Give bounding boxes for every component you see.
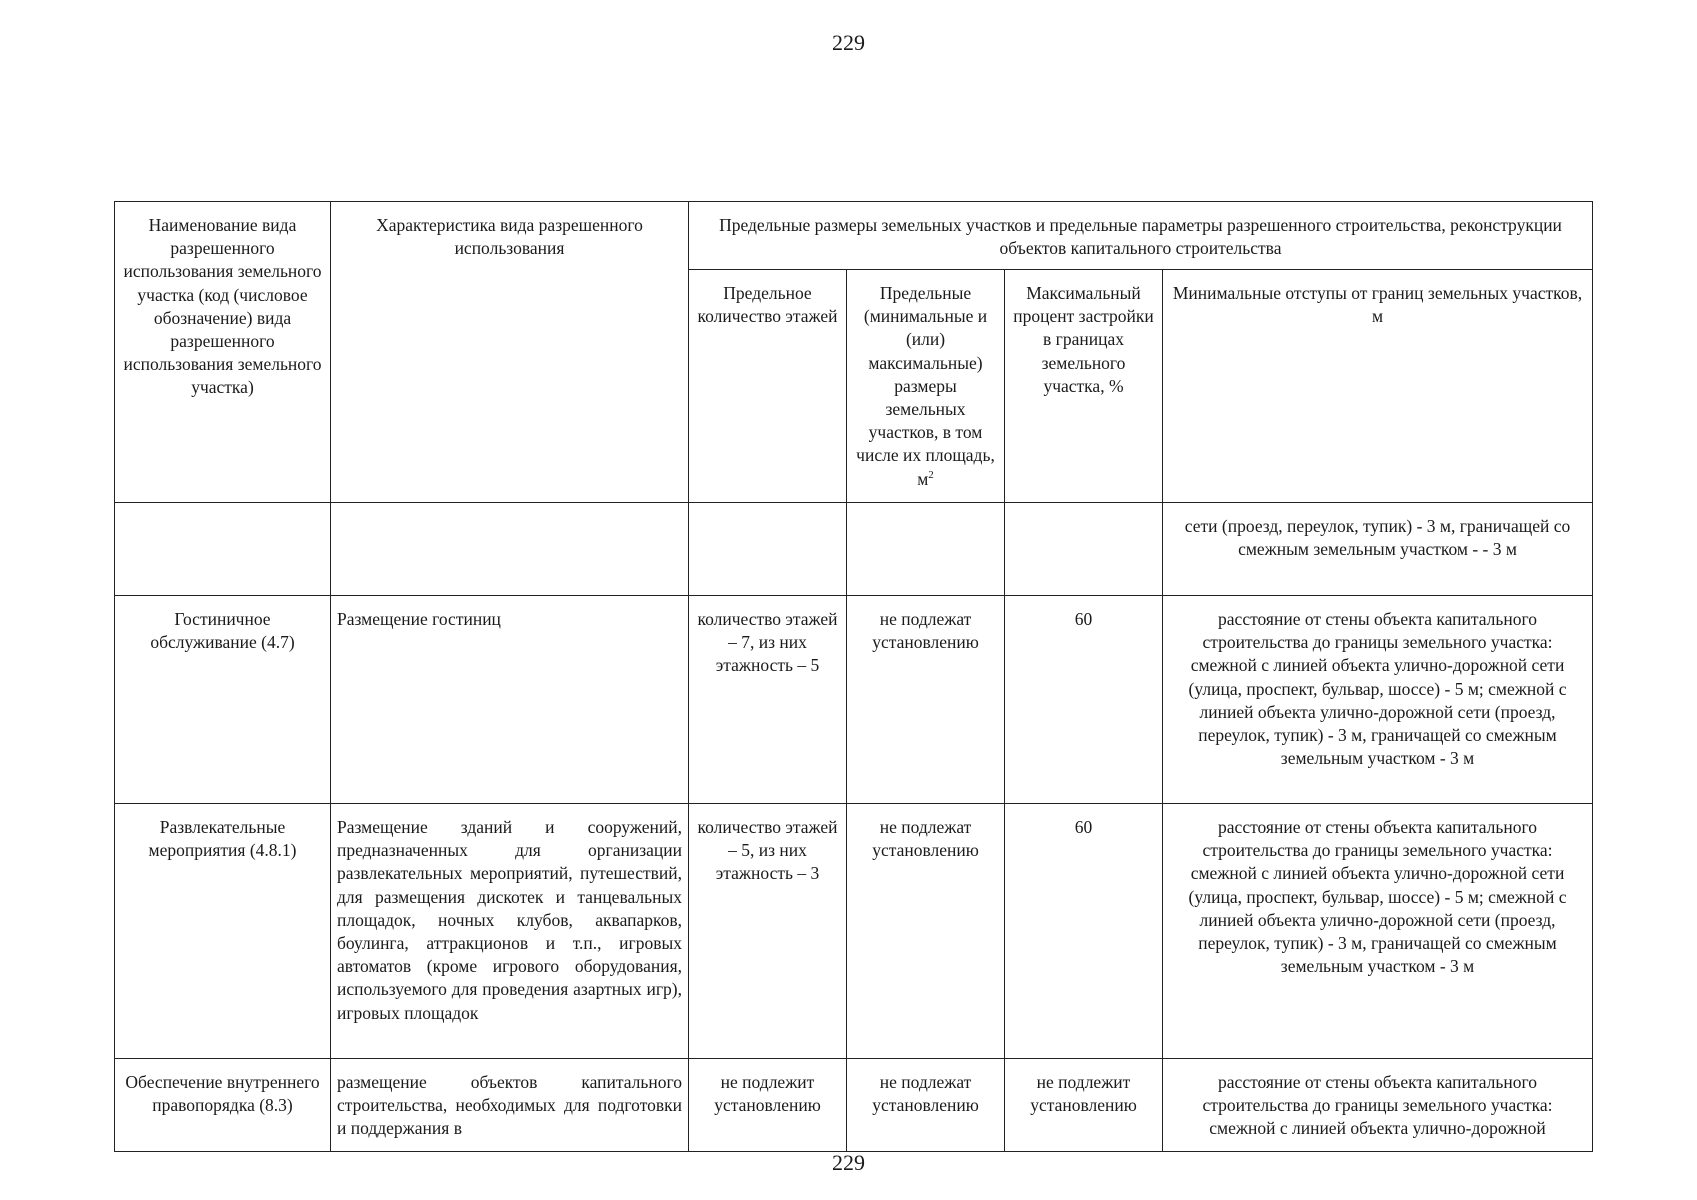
- cell-percent: [1005, 503, 1163, 596]
- cell-characteristic: размещение объектов капитального строительства, необходимых для подготовки и поддержания в: [331, 1059, 689, 1152]
- header-floors: Предельное количество этажей: [689, 270, 847, 503]
- cell-sizes: не подлежат установлению: [847, 1059, 1005, 1152]
- cell-floors: количество этажей – 7, из них этажность – 5: [689, 596, 847, 804]
- cell-name: [115, 503, 331, 596]
- table-row: [115, 1059, 1593, 1152]
- cell-name: Развлекательные мероприятия (4.8.1): [115, 804, 331, 1059]
- header-land-use-name: Наименование вида разрешенного использования земельного участка (код (числовое обозначение) вида разрешенного использования земельного участка): [115, 202, 331, 503]
- cell-characteristic: Размещение зданий и сооружений, предназначенных для организации развлекательных мероприятий, путешествий, для размещения дискотек и танцевальных площадок, ночных клубов, аквапарков, боулинга, аттракционов и т.п., игровых автоматов (кроме игрового оборудования, используемого для проведения азартных игр), игровых площадок: [331, 804, 689, 1059]
- page-number-bottom: 229: [832, 1150, 865, 1175]
- cell-setbacks: расстояние от стены объекта капитального строительства до границы земельного участка: смежной с линией объекта улично-дорожной: [1163, 1059, 1593, 1152]
- header-sizes: [847, 270, 1005, 503]
- header-limits-group: Предельные размеры земельных участков и предельные параметры разрешенного строительства, реконструкции объектов капитального строительства: [689, 202, 1593, 270]
- table-row: [115, 804, 1593, 1059]
- header-setbacks: Минимальные отступы от границ земельных участков, м: [1163, 270, 1593, 503]
- cell-name: Обеспечение внутреннего правопорядка (8.3): [115, 1059, 331, 1152]
- table-row: [115, 503, 1593, 596]
- table-row: [115, 596, 1593, 804]
- cell-percent: 60: [1005, 804, 1163, 1059]
- cell-percent: 60: [1005, 596, 1163, 804]
- cell-setbacks: расстояние от стены объекта капитального строительства до границы земельного участка: смежной с линией объекта улично-дорожной сети (улица, проспект, бульвар, шоссе) - 5 м; смежной с линией объекта улично-дорожной сети (проезд, переулок, тупик) - 3 м, граничащей со смежным земельным участком - 3 м: [1163, 596, 1593, 804]
- header-row-1: [115, 202, 1593, 270]
- cell-sizes: не подлежат установлению: [847, 596, 1005, 804]
- cell-name: Гостиничное обслуживание (4.7): [115, 596, 331, 804]
- land-use-regulations-table: [114, 201, 1593, 1152]
- cell-setbacks: сети (проезд, переулок, тупик) - 3 м, граничащей со смежным земельным участком - - 3 м: [1163, 503, 1593, 596]
- cell-characteristic: [331, 503, 689, 596]
- cell-percent: не подлежит установлению: [1005, 1059, 1163, 1152]
- cell-floors: не подлежит установлению: [689, 1059, 847, 1152]
- cell-sizes: [847, 503, 1005, 596]
- cell-setbacks: расстояние от стены объекта капитального строительства до границы земельного участка: смежной с линией объекта улично-дорожной сети (улица, проспект, бульвар, шоссе) - 5 м; смежной с линией объекта улично-дорожной сети (проезд, переулок, тупик) - 3 м, граничащей со смежным земельным участком - 3 м: [1163, 804, 1593, 1059]
- header-sizes-superscript: 2: [928, 468, 934, 481]
- page-number-top: 229: [832, 30, 865, 55]
- header-characteristic: Характеристика вида разрешенного использования: [331, 202, 689, 503]
- cell-characteristic: Размещение гостиниц: [331, 596, 689, 804]
- header-percent: Максимальный процент застройки в границах земельного участка, %: [1005, 270, 1163, 503]
- header-sizes-text: Предельные (минимальные и (или) максимальные) размеры земельных участков, в том числе их площадь, м: [856, 283, 995, 489]
- cell-floors: [689, 503, 847, 596]
- cell-floors: количество этажей – 5, из них этажность – 3: [689, 804, 847, 1059]
- cell-sizes: не подлежат установлению: [847, 804, 1005, 1059]
